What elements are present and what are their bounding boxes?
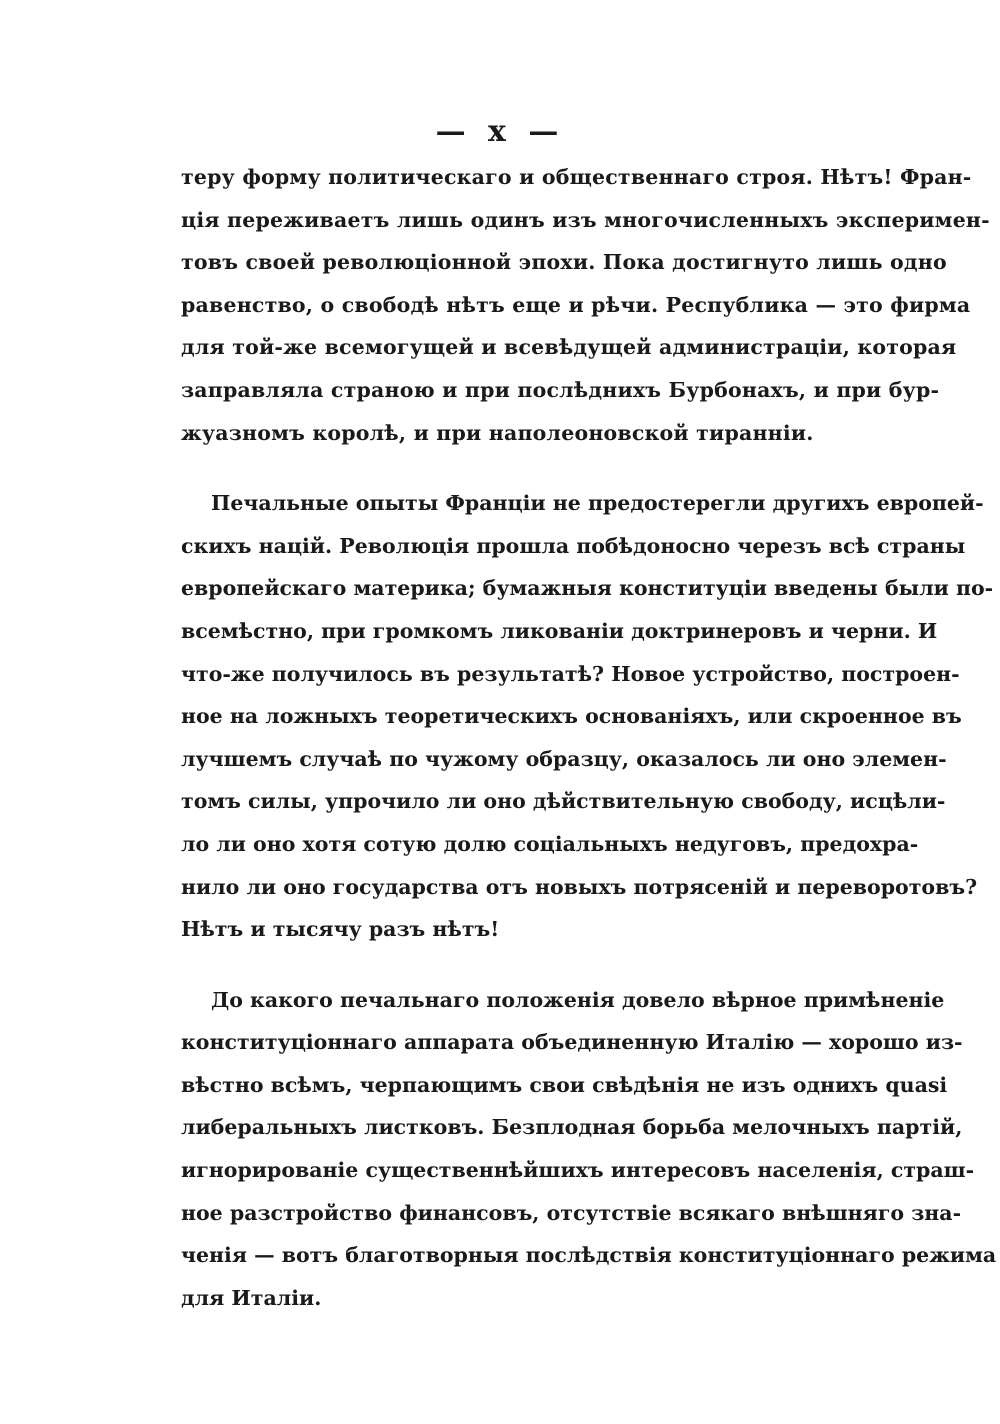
text-line: лучшемъ случаѣ по чужому образцу, оказалось ли оно элемен- — [181, 746, 947, 771]
text-line: До какого печальнаго положенія довело вѣрное примѣненіе — [211, 987, 945, 1012]
text-line: равенство, о свободѣ нѣтъ еще и рѣчи. Республика — это фирма — [181, 292, 971, 317]
text-line: европейскаго материка; бумажныя конституціи введены были по- — [181, 576, 994, 601]
text-line: для той-же всемогущей и всевѣдущей администраціи, которая — [181, 335, 957, 360]
text-line: томъ силы, упрочило ли оно дѣйствительную свободу, исцѣли- — [181, 789, 946, 814]
body-text — [181, 156, 997, 1319]
page-number: — x — — [435, 114, 565, 149]
text-line: ченія — вотъ благотворныя послѣдствія конституціоннаго режима — [181, 1243, 997, 1268]
paragraph-3 — [181, 979, 997, 1320]
text-line: товъ своей революціонной эпохи. Пока достигнуто лишь одно — [181, 250, 947, 275]
text-line: Нѣтъ и тысячу разъ нѣтъ! — [181, 917, 500, 942]
text-line: либеральныхъ листковъ. Безплодная борьба мелочныхъ партій, — [181, 1115, 963, 1140]
paragraph-gap — [181, 951, 821, 979]
text-line: теру форму политическаго и общественнаго строя. Нѣтъ! Фран- — [181, 165, 972, 189]
text-line: игнорированіе существеннѣйшихъ интересовъ населенія, страш- — [181, 1158, 975, 1183]
text-line: вѣстно всѣмъ, черпающимъ свои свѣдѣнія не изъ однихъ quasi — [181, 1072, 948, 1097]
text-line: конституціоннаго аппарата объединенную Италію — хорошо из- — [181, 1030, 963, 1055]
text-line: для Италіи. — [181, 1285, 322, 1310]
text-line: ное на ложныхъ теоретическихъ основаніяхъ, или скроенное въ — [181, 704, 962, 729]
text-line: заправляла страною и при послѣднихъ Бурбонахъ, и при бур- — [181, 377, 940, 402]
text-line: Печальные опыты Франціи не предостерегли другихъ европей- — [211, 491, 984, 516]
text-line: скихъ націй. Революція прошла побѣдоносно черезъ всѣ страны — [181, 533, 966, 558]
paragraph-1 — [181, 156, 990, 454]
text-line: жуазномъ королѣ, и при наполеоновской тираннiи. — [181, 420, 814, 445]
text-line: что-же получилось въ результатѣ? Новое устройство, построен- — [181, 661, 960, 686]
text-line: всемѣстно, при громкомъ ликованіи доктринеровъ и черни. И — [181, 618, 938, 643]
text-line: ло ли оно хотя сотую долю соціальныхъ недуговъ, предохра- — [181, 831, 919, 856]
text-line: ція переживаетъ лишь одинъ изъ многочисленныхъ эксперимен- — [181, 207, 990, 232]
paragraph-gap — [181, 454, 821, 482]
paragraph-2 — [181, 482, 994, 951]
text-line: нило ли оно государства отъ новыхъ потрясеній и переворотовъ? — [181, 874, 978, 899]
text-line: ное разстройство финансовъ, отсутствіе всякаго внѣшняго зна- — [181, 1200, 962, 1225]
